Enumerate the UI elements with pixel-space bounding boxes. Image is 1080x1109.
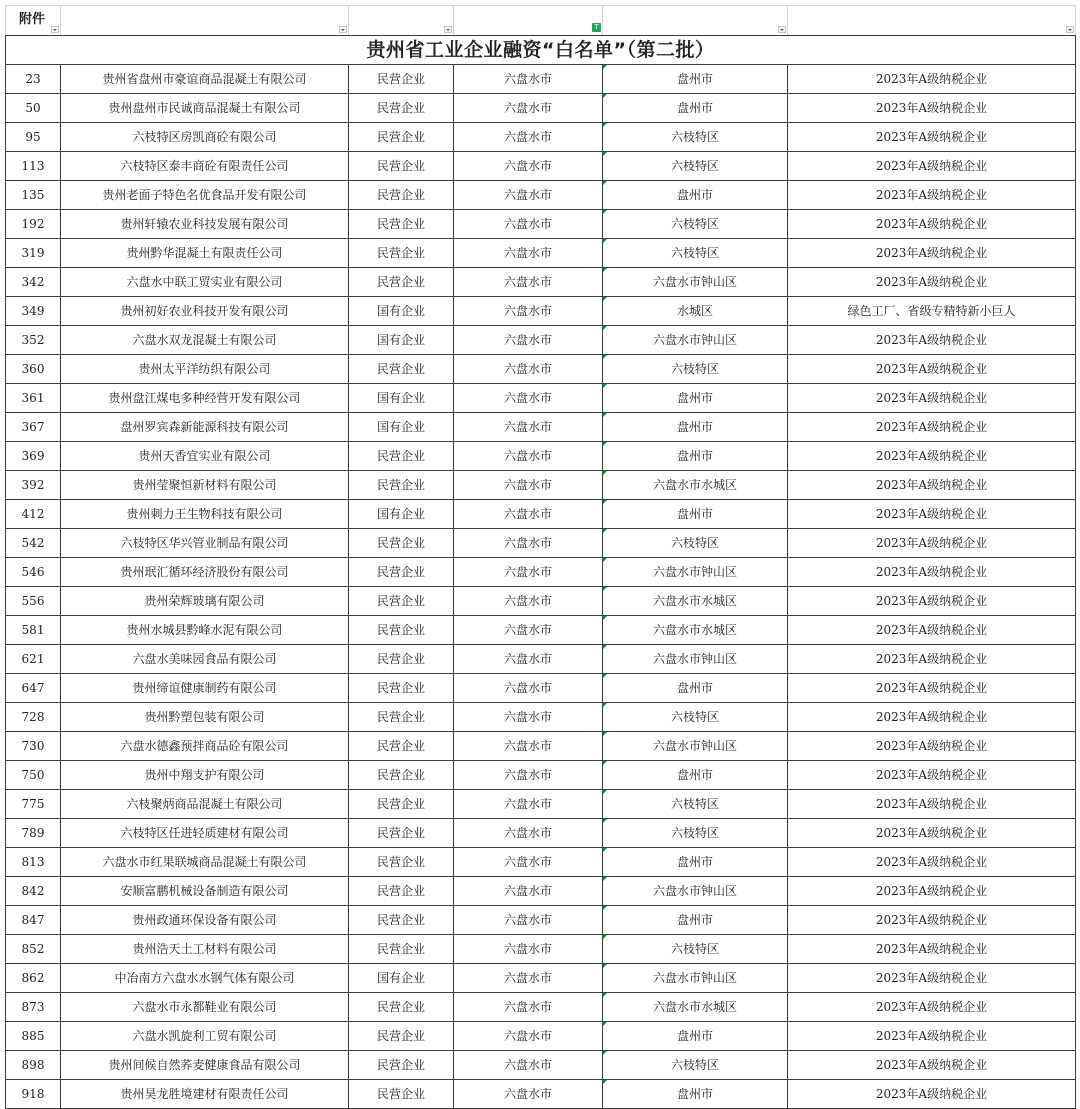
qualification-cell[interactable]: 2023年A级纳税企业 [788,210,1076,239]
enterprise-type-cell[interactable]: 民营企业 [349,1051,454,1080]
serial-number-cell[interactable]: 730 [6,732,61,761]
district-cell[interactable]: 六盘水市钟山区 [603,877,788,906]
table-row [6,297,1076,326]
table-row [6,123,1076,152]
company-name-cell[interactable]: 六枝聚炳商品混凝土有限公司 [61,790,349,819]
serial-number-cell[interactable]: 546 [6,558,61,587]
district-cell[interactable]: 盘州市 [603,384,788,413]
city-cell[interactable]: 六盘水市 [454,181,603,210]
city-cell[interactable]: 六盘水市 [454,268,603,297]
qualification-cell[interactable]: 2023年A级纳税企业 [788,993,1076,1022]
district-cell[interactable]: 六枝特区 [603,529,788,558]
company-name-cell[interactable]: 六盘水中联工贸实业有限公司 [61,268,349,297]
district-cell[interactable]: 六枝特区 [603,819,788,848]
dropdown-arrow-icon[interactable] [339,26,347,33]
company-name-cell[interactable]: 六枝特区房凯商砼有限公司 [61,123,349,152]
dropdown-arrow-icon[interactable] [1066,26,1074,33]
city-cell[interactable]: 六盘水市 [454,239,603,268]
filter-icon[interactable]: T [592,23,601,32]
city-cell[interactable]: 六盘水市 [454,790,603,819]
company-name-cell[interactable]: 六盘水双龙混凝土有限公司 [61,326,349,355]
district-cell[interactable]: 盘州市 [603,65,788,94]
district-cell[interactable]: 盘州市 [603,906,788,935]
table-row [6,413,1076,442]
table-row [6,645,1076,674]
table-row [6,993,1076,1022]
qualification-cell[interactable]: 2023年A级纳税企业 [788,935,1076,964]
company-name-cell[interactable]: 贵州水城县黔峰水泥有限公司 [61,616,349,645]
header-cell-district[interactable] [603,6,788,36]
table-row [6,442,1076,471]
enterprise-type-cell[interactable]: 民营企业 [349,558,454,587]
city-cell[interactable]: 六盘水市 [454,877,603,906]
company-name-cell[interactable]: 六盘水市永都鞋业有限公司 [61,993,349,1022]
table-row [6,906,1076,935]
enterprise-type-cell[interactable]: 民营企业 [349,181,454,210]
district-cell[interactable]: 六枝特区 [603,1051,788,1080]
city-cell[interactable]: 六盘水市 [454,848,603,877]
serial-number-cell[interactable]: 23 [6,65,61,94]
district-cell[interactable]: 六枝特区 [603,123,788,152]
header-cell-attachment[interactable] [6,6,61,36]
enterprise-type-cell[interactable]: 民营企业 [349,761,454,790]
table-row [6,703,1076,732]
header-cell-company[interactable] [61,6,349,36]
qualification-cell[interactable]: 2023年A级纳税企业 [788,964,1076,993]
district-cell[interactable]: 盘州市 [603,442,788,471]
district-cell[interactable]: 盘州市 [603,1080,788,1109]
company-name-cell[interactable]: 贵州浩天土工材料有限公司 [61,935,349,964]
title-row [6,36,1076,65]
whitelist-table [5,5,1076,1109]
table-row [6,268,1076,297]
company-name-cell[interactable]: 六盘水凯旋利工贸有限公司 [61,1022,349,1051]
district-cell[interactable]: 六盘水市钟山区 [603,558,788,587]
table-row [6,674,1076,703]
company-name-cell[interactable]: 六盘水美味园食品有限公司 [61,645,349,674]
enterprise-type-cell[interactable]: 民营企业 [349,645,454,674]
city-cell[interactable]: 六盘水市 [454,703,603,732]
qualification-cell[interactable]: 2023年A级纳税企业 [788,877,1076,906]
city-cell[interactable]: 六盘水市 [454,819,603,848]
district-cell[interactable]: 盘州市 [603,181,788,210]
qualification-cell[interactable]: 2023年A级纳税企业 [788,239,1076,268]
page-title: 贵州省工业企业融资“白名单”（第二批） [6,36,1076,65]
serial-number-cell[interactable]: 412 [6,500,61,529]
serial-number-cell[interactable]: 367 [6,413,61,442]
company-name-cell[interactable]: 贵州黔华混凝土有限责任公司 [61,239,349,268]
enterprise-type-cell[interactable]: 民营企业 [349,703,454,732]
qualification-cell[interactable]: 2023年A级纳税企业 [788,355,1076,384]
district-cell[interactable]: 盘州市 [603,1022,788,1051]
serial-number-cell[interactable]: 728 [6,703,61,732]
district-cell[interactable]: 水城区 [603,297,788,326]
district-cell[interactable]: 六枝特区 [603,935,788,964]
district-cell[interactable]: 六枝特区 [603,790,788,819]
serial-number-cell[interactable]: 873 [6,993,61,1022]
district-cell[interactable]: 六盘水市水城区 [603,471,788,500]
qualification-cell[interactable]: 绿色工厂、省级专精特新小巨人 [788,297,1076,326]
district-cell[interactable]: 盘州市 [603,848,788,877]
header-cell-note[interactable] [788,6,1076,36]
district-cell[interactable]: 六盘水市钟山区 [603,732,788,761]
table-row [6,761,1076,790]
serial-number-cell[interactable]: 621 [6,645,61,674]
company-name-cell[interactable]: 安顺富鹏机械设备制造有限公司 [61,877,349,906]
qualification-cell[interactable]: 2023年A级纳税企业 [788,848,1076,877]
enterprise-type-cell[interactable]: 国有企业 [349,384,454,413]
table-row [6,152,1076,181]
city-cell[interactable]: 六盘水市 [454,210,603,239]
city-cell[interactable]: 六盘水市 [454,964,603,993]
district-cell[interactable]: 六盘水市水城区 [603,587,788,616]
city-cell[interactable]: 六盘水市 [454,645,603,674]
enterprise-type-cell[interactable]: 民营企业 [349,123,454,152]
enterprise-type-cell[interactable]: 民营企业 [349,355,454,384]
company-name-cell[interactable]: 贵州老面子特色名优食品开发有限公司 [61,181,349,210]
table-row [6,181,1076,210]
company-name-cell[interactable]: 六枝特区泰丰商砼有限责任公司 [61,152,349,181]
serial-number-cell[interactable]: 813 [6,848,61,877]
company-name-cell[interactable]: 贵州政通环保设备有限公司 [61,906,349,935]
serial-number-cell[interactable]: 542 [6,529,61,558]
district-cell[interactable]: 六盘水市钟山区 [603,645,788,674]
qualification-cell[interactable]: 2023年A级纳税企业 [788,94,1076,123]
enterprise-type-cell[interactable]: 民营企业 [349,1022,454,1051]
city-cell[interactable]: 六盘水市 [454,1022,603,1051]
table-row [6,94,1076,123]
table-row [6,848,1076,877]
serial-number-cell[interactable]: 885 [6,1022,61,1051]
district-cell[interactable]: 六盘水市钟山区 [603,964,788,993]
qualification-cell[interactable]: 2023年A级纳税企业 [788,123,1076,152]
serial-number-cell[interactable]: 95 [6,123,61,152]
serial-number-cell[interactable]: 342 [6,268,61,297]
company-name-cell[interactable]: 六盘水德鑫预拌商品砼有限公司 [61,732,349,761]
enterprise-type-cell[interactable]: 民营企业 [349,848,454,877]
serial-number-cell[interactable]: 50 [6,94,61,123]
city-cell[interactable]: 六盘水市 [454,471,603,500]
company-name-cell[interactable]: 贵州天香宜实业有限公司 [61,442,349,471]
city-cell[interactable]: 六盘水市 [454,297,603,326]
enterprise-type-cell[interactable]: 民营企业 [349,819,454,848]
serial-number-cell[interactable]: 349 [6,297,61,326]
table-row [6,1080,1076,1109]
company-name-cell[interactable]: 六枝特区华兴管业制品有限公司 [61,529,349,558]
city-cell[interactable]: 六盘水市 [454,94,603,123]
table-row [6,558,1076,587]
district-cell[interactable]: 盘州市 [603,413,788,442]
enterprise-type-cell[interactable]: 民营企业 [349,239,454,268]
company-name-cell[interactable]: 中冶南方六盘水水钢气体有限公司 [61,964,349,993]
district-cell[interactable]: 六枝特区 [603,703,788,732]
serial-number-cell[interactable]: 360 [6,355,61,384]
serial-number-cell[interactable]: 581 [6,616,61,645]
qualification-cell[interactable]: 2023年A级纳税企业 [788,384,1076,413]
table-row [6,1051,1076,1080]
enterprise-type-cell[interactable]: 民营企业 [349,790,454,819]
serial-number-cell[interactable]: 135 [6,181,61,210]
district-cell[interactable]: 六盘水市水城区 [603,616,788,645]
table-row [6,239,1076,268]
qualification-cell[interactable]: 2023年A级纳税企业 [788,558,1076,587]
company-name-cell[interactable]: 贵州刺力王生物科技有限公司 [61,500,349,529]
city-cell[interactable]: 六盘水市 [454,355,603,384]
serial-number-cell[interactable]: 750 [6,761,61,790]
enterprise-type-cell[interactable]: 民营企业 [349,268,454,297]
company-name-cell[interactable]: 贵州珉汇循环经济股份有限公司 [61,558,349,587]
company-name-cell[interactable]: 贵州昊龙胜境建材有限责任公司 [61,1080,349,1109]
enterprise-type-cell[interactable]: 民营企业 [349,529,454,558]
enterprise-type-cell[interactable]: 国有企业 [349,964,454,993]
serial-number-cell[interactable]: 192 [6,210,61,239]
city-cell[interactable]: 六盘水市 [454,558,603,587]
header-row [6,6,1076,36]
qualification-cell[interactable]: 2023年A级纳税企业 [788,819,1076,848]
city-cell[interactable]: 六盘水市 [454,616,603,645]
table-row [6,65,1076,94]
serial-number-cell[interactable]: 556 [6,587,61,616]
enterprise-type-cell[interactable]: 民营企业 [349,587,454,616]
district-cell[interactable]: 盘州市 [603,94,788,123]
qualification-cell[interactable]: 2023年A级纳税企业 [788,442,1076,471]
district-cell[interactable]: 六盘水市钟山区 [603,268,788,297]
city-cell[interactable]: 六盘水市 [454,413,603,442]
serial-number-cell[interactable]: 862 [6,964,61,993]
qualification-cell[interactable]: 2023年A级纳税企业 [788,674,1076,703]
qualification-cell[interactable]: 2023年A级纳税企业 [788,587,1076,616]
city-cell[interactable]: 六盘水市 [454,152,603,181]
qualification-cell[interactable]: 2023年A级纳税企业 [788,181,1076,210]
district-cell[interactable]: 六盘水市水城区 [603,993,788,1022]
enterprise-type-cell[interactable]: 民营企业 [349,906,454,935]
qualification-cell[interactable]: 2023年A级纳税企业 [788,1080,1076,1109]
qualification-cell[interactable]: 2023年A级纳税企业 [788,326,1076,355]
city-cell[interactable]: 六盘水市 [454,123,603,152]
city-cell[interactable]: 六盘水市 [454,529,603,558]
city-cell[interactable]: 六盘水市 [454,935,603,964]
city-cell[interactable]: 六盘水市 [454,500,603,529]
city-cell[interactable]: 六盘水市 [454,587,603,616]
serial-number-cell[interactable]: 392 [6,471,61,500]
table-row [6,935,1076,964]
table-row [6,819,1076,848]
enterprise-type-cell[interactable]: 国有企业 [349,500,454,529]
table-row [6,210,1076,239]
enterprise-type-cell[interactable]: 民营企业 [349,65,454,94]
qualification-cell[interactable]: 2023年A级纳税企业 [788,152,1076,181]
serial-number-cell[interactable]: 842 [6,877,61,906]
dropdown-arrow-icon[interactable] [444,26,452,33]
table-row [6,384,1076,413]
qualification-cell[interactable]: 2023年A级纳税企业 [788,500,1076,529]
company-name-cell[interactable]: 贵州间候自然荞麦健康食品有限公司 [61,1051,349,1080]
table-row [6,732,1076,761]
enterprise-type-cell[interactable]: 民营企业 [349,877,454,906]
city-cell[interactable]: 六盘水市 [454,442,603,471]
city-cell[interactable]: 六盘水市 [454,1080,603,1109]
company-name-cell[interactable]: 贵州轩辕农业科技发展有限公司 [61,210,349,239]
company-name-cell[interactable]: 贵州中翔支护有限公司 [61,761,349,790]
city-cell[interactable]: 六盘水市 [454,1051,603,1080]
table-row [6,471,1076,500]
table-row [6,500,1076,529]
district-cell[interactable]: 六枝特区 [603,355,788,384]
table-row [6,529,1076,558]
company-name-cell[interactable]: 六盘水市红果联城商品混凝土有限公司 [61,848,349,877]
serial-number-cell[interactable]: 775 [6,790,61,819]
company-name-cell[interactable]: 贵州初好农业科技开发有限公司 [61,297,349,326]
table-row [6,877,1076,906]
serial-number-cell[interactable]: 898 [6,1051,61,1080]
company-name-cell[interactable]: 盘州罗宾森新能源科技有限公司 [61,413,349,442]
qualification-cell[interactable]: 2023年A级纳税企业 [788,906,1076,935]
enterprise-type-cell[interactable]: 民营企业 [349,94,454,123]
serial-number-cell[interactable]: 918 [6,1080,61,1109]
qualification-cell[interactable]: 2023年A级纳税企业 [788,761,1076,790]
serial-number-cell[interactable]: 319 [6,239,61,268]
table-row [6,616,1076,645]
district-cell[interactable]: 盘州市 [603,500,788,529]
enterprise-type-cell[interactable]: 民营企业 [349,471,454,500]
enterprise-type-cell[interactable]: 民营企业 [349,210,454,239]
serial-number-cell[interactable]: 847 [6,906,61,935]
company-name-cell[interactable]: 贵州缔谊健康制药有限公司 [61,674,349,703]
table-row [6,790,1076,819]
qualification-cell[interactable]: 2023年A级纳税企业 [788,1051,1076,1080]
serial-number-cell[interactable]: 352 [6,326,61,355]
city-cell[interactable]: 六盘水市 [454,384,603,413]
city-cell[interactable]: 六盘水市 [454,674,603,703]
company-name-cell[interactable]: 贵州盘州市民诚商品混凝土有限公司 [61,94,349,123]
company-name-cell[interactable]: 贵州盘江煤电多种经营开发有限公司 [61,384,349,413]
qualification-cell[interactable]: 2023年A级纳税企业 [788,268,1076,297]
dropdown-arrow-icon[interactable] [51,26,59,33]
header-cell-type[interactable] [349,6,454,36]
serial-number-cell[interactable]: 852 [6,935,61,964]
city-cell[interactable]: 六盘水市 [454,732,603,761]
city-cell[interactable]: 六盘水市 [454,761,603,790]
table-row [6,1022,1076,1051]
table-row [6,326,1076,355]
qualification-cell[interactable]: 2023年A级纳税企业 [788,1022,1076,1051]
table-row [6,355,1076,384]
qualification-cell[interactable]: 2023年A级纳税企业 [788,471,1076,500]
table-row [6,587,1076,616]
company-name-cell[interactable]: 贵州莹聚恒新材料有限公司 [61,471,349,500]
qualification-cell[interactable]: 2023年A级纳税企业 [788,529,1076,558]
city-cell[interactable]: 六盘水市 [454,326,603,355]
qualification-cell[interactable]: 2023年A级纳税企业 [788,790,1076,819]
spreadsheet [5,5,1075,1109]
qualification-cell[interactable]: 2023年A级纳税企业 [788,703,1076,732]
table-row [6,964,1076,993]
qualification-cell[interactable]: 2023年A级纳税企业 [788,645,1076,674]
enterprise-type-cell[interactable]: 民营企业 [349,732,454,761]
enterprise-type-cell[interactable]: 民营企业 [349,935,454,964]
enterprise-type-cell[interactable]: 国有企业 [349,297,454,326]
serial-number-cell[interactable]: 369 [6,442,61,471]
district-cell[interactable]: 六枝特区 [603,152,788,181]
qualification-cell[interactable]: 2023年A级纳税企业 [788,65,1076,94]
company-name-cell[interactable]: 贵州太平洋纺织有限公司 [61,355,349,384]
company-name-cell[interactable]: 六枝特区任进轻质建材有限公司 [61,819,349,848]
attachment-label: 附件 [19,12,46,27]
enterprise-type-cell[interactable]: 国有企业 [349,413,454,442]
enterprise-type-cell[interactable]: 民营企业 [349,152,454,181]
city-cell[interactable]: 六盘水市 [454,906,603,935]
serial-number-cell[interactable]: 113 [6,152,61,181]
serial-number-cell[interactable]: 647 [6,674,61,703]
company-name-cell[interactable]: 贵州省盘州市豪谊商品混凝土有限公司 [61,65,349,94]
header-cell-city[interactable] [454,6,603,36]
qualification-cell[interactable]: 2023年A级纳税企业 [788,616,1076,645]
company-name-cell[interactable]: 贵州荣辉玻璃有限公司 [61,587,349,616]
district-cell[interactable]: 六枝特区 [603,210,788,239]
serial-number-cell[interactable]: 361 [6,384,61,413]
city-cell[interactable]: 六盘水市 [454,993,603,1022]
serial-number-cell[interactable]: 789 [6,819,61,848]
district-cell[interactable]: 盘州市 [603,761,788,790]
district-cell[interactable]: 六枝特区 [603,239,788,268]
enterprise-type-cell[interactable]: 民营企业 [349,674,454,703]
dropdown-arrow-icon[interactable] [778,26,786,33]
qualification-cell[interactable]: 2023年A级纳税企业 [788,413,1076,442]
enterprise-type-cell[interactable]: 国有企业 [349,326,454,355]
district-cell[interactable]: 六盘水市钟山区 [603,326,788,355]
enterprise-type-cell[interactable]: 民营企业 [349,616,454,645]
company-name-cell[interactable]: 贵州黔塑包装有限公司 [61,703,349,732]
enterprise-type-cell[interactable]: 民营企业 [349,1080,454,1109]
qualification-cell[interactable]: 2023年A级纳税企业 [788,732,1076,761]
city-cell[interactable]: 六盘水市 [454,65,603,94]
enterprise-type-cell[interactable]: 民营企业 [349,993,454,1022]
district-cell[interactable]: 盘州市 [603,674,788,703]
enterprise-type-cell[interactable]: 民营企业 [349,442,454,471]
